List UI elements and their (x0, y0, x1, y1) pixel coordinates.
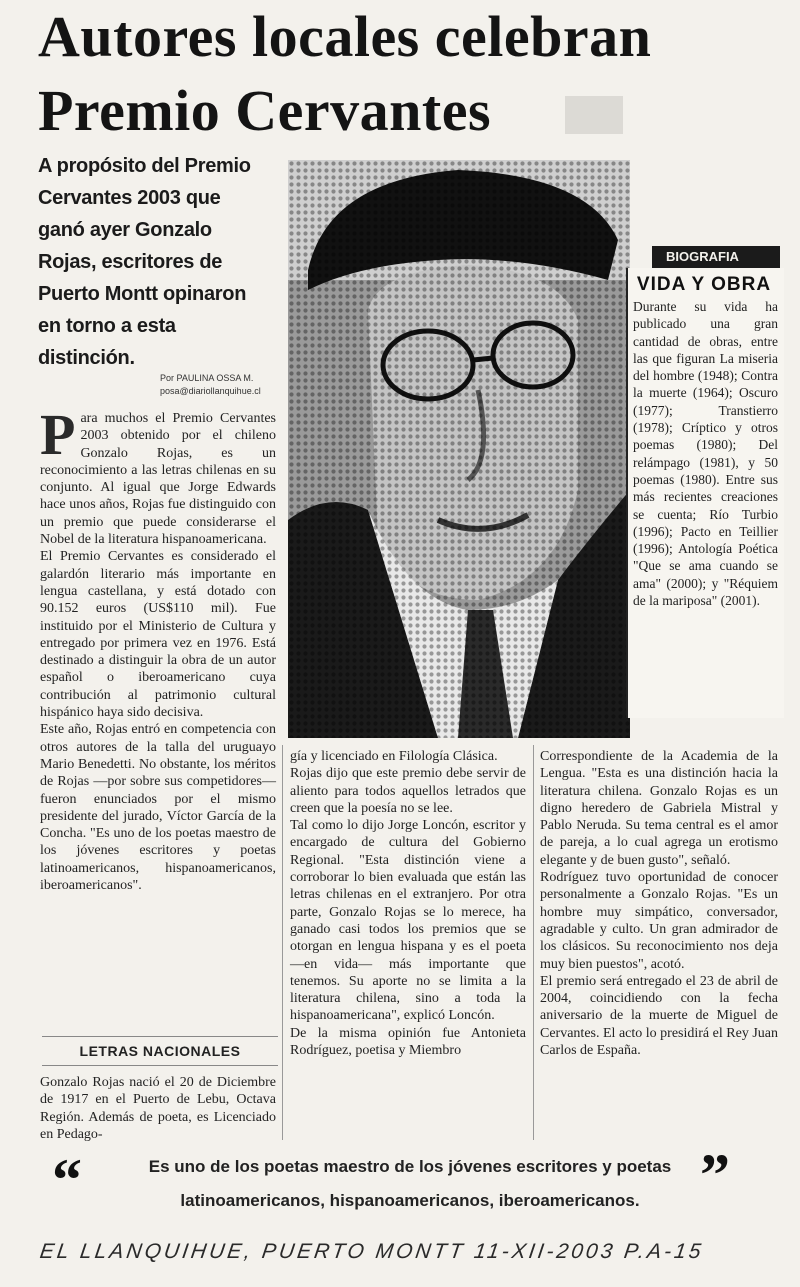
section-heading: LETRAS NACIONALES (42, 1036, 278, 1066)
close-quote-mark: ” (700, 1142, 730, 1208)
sidebar-title: VIDA Y OBRA (636, 274, 772, 295)
grey-block (565, 96, 623, 134)
col1-para-2: El Premio Cervantes es considerado el galardón literario más importante en lengua castellana, y está dotado con 90.152 euros (US$110 mil). Fue instituido por el Ministerio de Cultura y entregado por primera vez en 1976. Está destinado a distinguir la obra de un autor español o iberoamericano cuya contribución al patrimonio cultural hispánico haya sido decisiva. (40, 549, 276, 721)
column-1-bottom: Gonzalo Rojas nació el 20 de Diciembre de 1917 en el Puerto de Lebu, Octava Región. Además de poeta, es Licenciado en Pedago- (40, 1075, 276, 1142)
col2-para-2: Rojas dijo que este premio debe servir de aliento para todos aquellos letrados que creen que la poesía no se lee. (290, 766, 526, 816)
dropcap: P (40, 402, 76, 467)
byline (160, 372, 280, 398)
headline-line-2: Premio Cervantes (38, 78, 492, 143)
column-1 (40, 402, 276, 894)
pull-quote-line-2: latinoamericanos, hispanoamericanos, iberoamericanos. (180, 1191, 640, 1210)
sidebar-text: Durante su vida ha publicado una gran cantidad de obras, entre las que figuran La miseria del hombre (1948); Contra la muerte (1964); Oscuro (1977); Transtierro (1978); Críptico y otros poemas (1980); Del relámpago (1981), y 50 poemas (1980). Entre sus más recientes creaciones se cuenta; Río Turbio (1996); Pacto en Teillier (1996); Antología Poética "Que se ama cuando se ama" (2000); y "Réquiem de la mariposa" (2001). (633, 299, 778, 609)
open-quote-mark: “ (52, 1147, 82, 1213)
col2-para-1: gía y licenciado en Filología Clásica. (290, 749, 498, 764)
handwritten-citation: EL LLANQUIHUE, PUERTO MONTT 11-XII-2003 P.A-15 (38, 1240, 706, 1263)
byline-prefix: Por (160, 373, 175, 383)
pull-quote-line-1: Es uno de los poetas maestro de los jóvenes escritores y poetas (148, 1157, 672, 1176)
byline-email: posa@diariollanquihue.cl (160, 386, 261, 396)
portrait-photo-graphic (288, 160, 630, 738)
sidebar-tab: BIOGRAFIA (652, 246, 780, 268)
col3-para-2: Rodríguez tuvo oportunidad de conocer personalmente a Gonzalo Rojas. "Es un hombre muy simpático, conversador, agradable y culto. Un gran admirador de los clásicos. Su reconocimiento nos deja muy bien puestos", acotó. (540, 870, 778, 972)
col3-para-1: Correspondiente de la Academia de la Lengua. "Esta es una distinción hacia la literatura chilena. Gonzalo Rojas es un digno heredero de Gabriela Mistral y Pablo Neruda. Su tema central es el amor de pareja, a lo cual agrega un erotismo elegante y de buen gusto", señaló. (540, 749, 778, 868)
column-rule (282, 745, 283, 1140)
portrait-photo (288, 160, 630, 738)
column-2 (290, 748, 526, 1059)
col2-para-4: De la misma opinión fue Antonieta Rodríguez, poetisa y Miembro (290, 1025, 526, 1059)
col3-para-3: El premio será entregado el 23 de abril de 2004, coincidiendo con la fecha aniversario de la muerte de Miguel de Cervantes. El acto lo presidirá el Rey Juan Carlos de España. (540, 973, 778, 1059)
col1-para-3: Este año, Rojas entró en competencia con otros autores de la talla del uruguayo Mario Benedetti. No obstante, los méritos de Rojas —por sobre sus competidores— fueron enunciados por el mismo presidente del jurado, Víctor García de la Concha. "Es uno de los poetas maestro de los jóvenes escritores y poetas latinoamericanos, hispanoamericanos, iberoamericanos". (40, 722, 276, 894)
column-3 (540, 748, 778, 1059)
byline-author: PAULINA OSSA M. (176, 373, 254, 383)
col1-para-1: ara muchos el Premio Cervantes 2003 obtenido por el chileno Gonzalo Rojas, es un reconocimiento a las letras chilenas en su conjunto. Al igual que Jorge Edwards hace unos años, Rojas fue distinguido con un premio que puede considerarse el Nobel de la literatura hispanoamericana. (40, 411, 276, 548)
column-rule (533, 745, 534, 1140)
deck-subtitle: A propósito del Premio Cervantes 2003 que ganó ayer Gonzalo Rojas, escritores de Puerto Montt opinaron en torno a esta distinción. (38, 155, 251, 369)
headline-line-1: Autores locales celebran (38, 4, 652, 69)
col2-para-3: Tal como lo dijo Jorge Loncón, escritor y encargado de cultura del Gobierno Regional. "Esta distinción viene a corroborar lo bien evaluada que están las letras chilenas en el extranjero. Por otra parte, Gonzalo Rojas se lo merece, ha ganado casi todos los premios que se otorgan en lengua hispana y es el poeta —en vida— más importante que tenemos. Su aporte no se limita a la literatura chilena, sino a toda la hispanoamericana", explicó Loncón. (290, 818, 526, 1024)
